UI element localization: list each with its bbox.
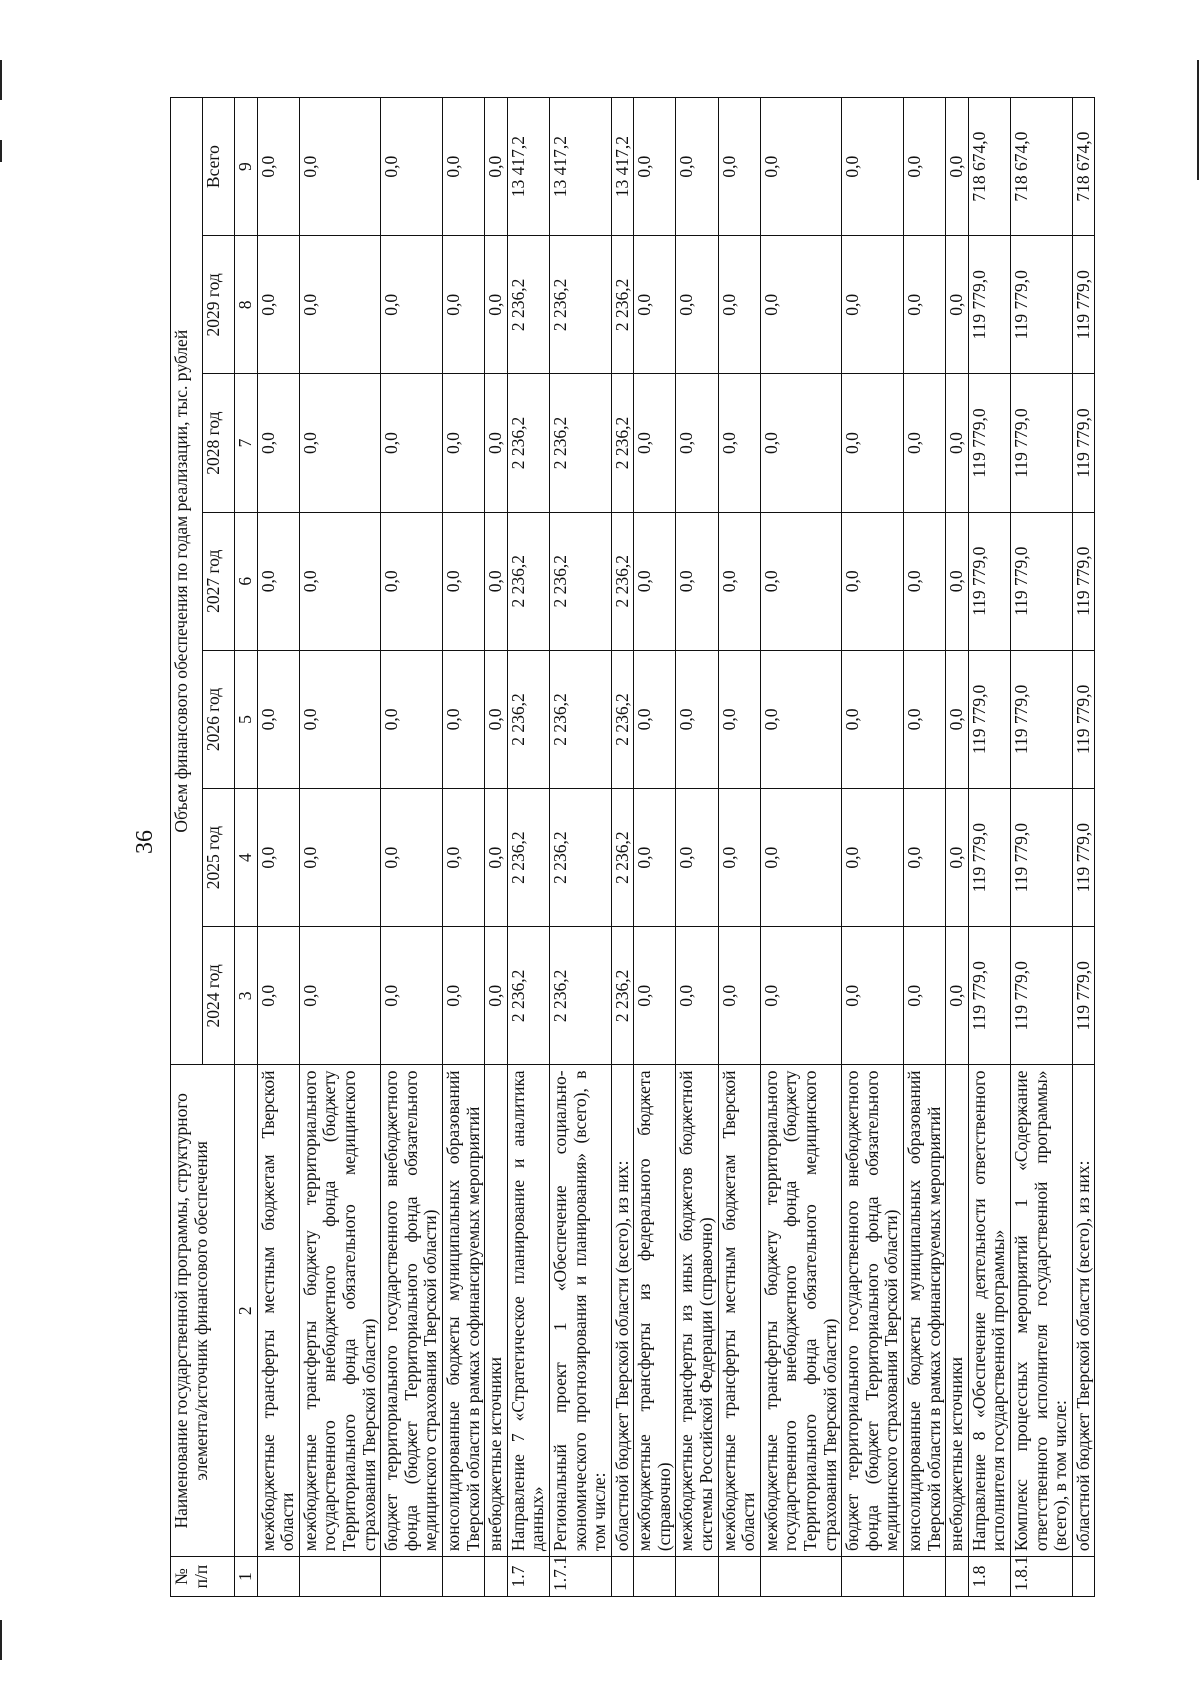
row-year-value: 0,0	[760, 927, 841, 1065]
row-year-value: 0,0	[904, 927, 946, 1065]
row-code	[634, 1557, 676, 1597]
table-row	[968, 98, 1010, 1597]
row-code	[842, 1557, 904, 1597]
row-year-value: 0,0	[381, 789, 443, 927]
row-code	[760, 1557, 841, 1597]
row-year-value: 119 779,0	[1010, 789, 1072, 927]
row-year-value: 0,0	[946, 927, 969, 1065]
row-year-value: 119 779,0	[1072, 927, 1095, 1065]
table-row	[760, 98, 841, 1597]
row-year-value: 119 779,0	[1010, 927, 1072, 1065]
page-number: 36	[132, 830, 158, 854]
row-year-value: 0,0	[299, 374, 380, 512]
row-name: Направление 8 «Обеспечение деятельности ответственного исполнителя государственной программы»	[968, 1065, 1010, 1557]
row-code: 1.7	[507, 1557, 549, 1597]
row-name: межбюджетные трансферты местным бюджетам Тверской области	[718, 1065, 760, 1557]
row-year-value: 2 236,2	[507, 927, 549, 1065]
header-year: 2026 год	[203, 650, 235, 788]
row-code	[611, 1557, 634, 1597]
row-year-value: 119 779,0	[1072, 650, 1095, 788]
row-total-value: 13 417,2	[507, 98, 549, 236]
row-year-value: 0,0	[485, 374, 508, 512]
row-year-value: 0,0	[299, 650, 380, 788]
row-total-value: 0,0	[634, 98, 676, 236]
row-year-value: 0,0	[718, 236, 760, 374]
row-name: внебюджетные источники	[485, 1065, 508, 1557]
table-row	[611, 98, 634, 1597]
column-number: 6	[235, 512, 258, 650]
row-name: областной бюджет Тверской области (всего), из них:	[1072, 1065, 1095, 1557]
row-year-value: 0,0	[299, 512, 380, 650]
table-row	[1072, 98, 1095, 1597]
row-year-value: 0,0	[442, 927, 484, 1065]
row-total-value: 0,0	[904, 98, 946, 236]
row-year-value: 0,0	[760, 512, 841, 650]
table-row	[676, 98, 718, 1597]
table-row	[442, 98, 484, 1597]
row-year-value: 119 779,0	[1010, 236, 1072, 374]
row-year-value: 0,0	[946, 512, 969, 650]
row-code	[946, 1557, 969, 1597]
row-name: межбюджетные трансферты местным бюджетам Тверской области	[257, 1065, 299, 1557]
row-year-value: 0,0	[842, 927, 904, 1065]
row-total-value: 0,0	[760, 98, 841, 236]
row-year-value: 0,0	[442, 650, 484, 788]
row-year-value: 0,0	[485, 512, 508, 650]
row-year-value: 0,0	[257, 650, 299, 788]
row-year-value: 0,0	[257, 374, 299, 512]
table-row	[1010, 98, 1072, 1597]
row-year-value: 0,0	[718, 374, 760, 512]
scan-edge-mark	[0, 60, 2, 100]
row-year-value: 2 236,2	[549, 927, 611, 1065]
row-year-value: 119 779,0	[968, 927, 1010, 1065]
row-total-value: 718 674,0	[1072, 98, 1095, 236]
row-year-value: 0,0	[299, 927, 380, 1065]
row-year-value: 0,0	[904, 650, 946, 788]
row-year-value: 0,0	[634, 236, 676, 374]
table-row	[904, 98, 946, 1597]
row-name: консолидированные бюджеты муниципальных образований Тверской области в рамках софинансируемых мероприятий	[442, 1065, 484, 1557]
row-year-value: 2 236,2	[611, 512, 634, 650]
row-name: Региональный проект 1 «Обеспечение социально-экономического прогнозирования и планирования» (всего), в том числе:	[549, 1065, 611, 1557]
row-year-value: 0,0	[299, 789, 380, 927]
row-total-value: 0,0	[946, 98, 969, 236]
table-row	[946, 98, 969, 1597]
table-row	[381, 98, 443, 1597]
row-year-value: 2 236,2	[611, 236, 634, 374]
row-year-value: 0,0	[634, 927, 676, 1065]
row-year-value: 0,0	[946, 236, 969, 374]
row-year-value: 0,0	[381, 236, 443, 374]
row-name: консолидированные бюджеты муниципальных образований Тверской области в рамках софинансируемых мероприятий	[904, 1065, 946, 1557]
row-year-value: 119 779,0	[1010, 512, 1072, 650]
header-total: Всего	[203, 98, 235, 236]
row-year-value: 0,0	[946, 789, 969, 927]
row-year-value: 0,0	[760, 236, 841, 374]
row-name: внебюджетные источники	[946, 1065, 969, 1557]
row-year-value: 0,0	[257, 236, 299, 374]
row-year-value: 0,0	[676, 236, 718, 374]
column-number: 8	[235, 236, 258, 374]
row-year-value: 0,0	[485, 789, 508, 927]
row-year-value: 0,0	[299, 236, 380, 374]
row-year-value: 119 779,0	[968, 789, 1010, 927]
row-year-value: 0,0	[676, 512, 718, 650]
row-year-value: 0,0	[718, 927, 760, 1065]
row-year-value: 2 236,2	[611, 927, 634, 1065]
row-code	[718, 1557, 760, 1597]
row-code	[299, 1557, 380, 1597]
row-total-value: 0,0	[718, 98, 760, 236]
row-year-value: 2 236,2	[611, 374, 634, 512]
row-year-value: 2 236,2	[549, 236, 611, 374]
row-year-value: 0,0	[634, 650, 676, 788]
column-number: 2	[235, 1065, 258, 1557]
table-row	[718, 98, 760, 1597]
row-year-value: 0,0	[904, 236, 946, 374]
row-code	[676, 1557, 718, 1597]
scan-edge-mark	[1197, 60, 1199, 180]
column-number: 9	[235, 98, 258, 236]
row-name: областной бюджет Тверской области (всего), из них:	[611, 1065, 634, 1557]
row-year-value: 0,0	[442, 512, 484, 650]
header-funding-volume: Объем финансового обеспечения по годам реализации, тыс. рублей	[171, 98, 203, 1065]
row-name: межбюджетные трансферты из иных бюджетов бюджетной системы Российской Федерации (справочно)	[676, 1065, 718, 1557]
row-year-value: 2 236,2	[507, 512, 549, 650]
row-year-value: 0,0	[904, 512, 946, 650]
row-name: Комплекс процессных мероприятий 1 «Содержание ответственного исполнителя государственной программы» (всего), в том числе:	[1010, 1065, 1072, 1557]
column-number: 7	[235, 374, 258, 512]
row-year-value: 0,0	[485, 236, 508, 374]
table-row	[634, 98, 676, 1597]
row-code	[1072, 1557, 1095, 1597]
row-total-value: 0,0	[676, 98, 718, 236]
row-total-value: 718 674,0	[968, 98, 1010, 236]
row-code	[442, 1557, 484, 1597]
row-year-value: 0,0	[257, 789, 299, 927]
row-code: 1.8.1	[1010, 1557, 1072, 1597]
row-year-value: 0,0	[946, 650, 969, 788]
row-year-value: 0,0	[485, 927, 508, 1065]
row-year-value: 0,0	[381, 927, 443, 1065]
row-year-value: 2 236,2	[549, 650, 611, 788]
row-year-value: 2 236,2	[549, 374, 611, 512]
row-year-value: 119 779,0	[1010, 650, 1072, 788]
row-year-value: 2 236,2	[507, 374, 549, 512]
row-year-value: 0,0	[760, 789, 841, 927]
row-year-value: 119 779,0	[968, 374, 1010, 512]
row-year-value: 0,0	[718, 650, 760, 788]
row-year-value: 0,0	[634, 789, 676, 927]
row-year-value: 0,0	[676, 927, 718, 1065]
row-year-value: 0,0	[257, 512, 299, 650]
row-name: бюджет территориального государственного внебюджетного фонда (бюджет Территориального фонда обязательного медицинского страхования Тверской области)	[381, 1065, 443, 1557]
row-year-value: 2 236,2	[507, 236, 549, 374]
row-year-value: 119 779,0	[968, 650, 1010, 788]
row-year-value: 0,0	[634, 512, 676, 650]
row-year-value: 119 779,0	[1072, 236, 1095, 374]
row-year-value: 2 236,2	[611, 789, 634, 927]
row-year-value: 0,0	[485, 650, 508, 788]
row-year-value: 0,0	[257, 927, 299, 1065]
row-year-value: 2 236,2	[507, 650, 549, 788]
row-year-value: 0,0	[760, 374, 841, 512]
row-year-value: 0,0	[442, 789, 484, 927]
header-year: 2027 год	[203, 512, 235, 650]
row-year-value: 2 236,2	[549, 789, 611, 927]
row-code	[485, 1557, 508, 1597]
row-year-value: 0,0	[946, 374, 969, 512]
scan-edge-mark	[0, 140, 2, 162]
row-total-value: 0,0	[381, 98, 443, 236]
row-year-value: 2 236,2	[611, 650, 634, 788]
row-year-value: 0,0	[442, 374, 484, 512]
row-year-value: 2 236,2	[549, 512, 611, 650]
row-year-value: 0,0	[718, 512, 760, 650]
row-total-value: 718 674,0	[1010, 98, 1072, 236]
row-year-value: 0,0	[904, 374, 946, 512]
row-year-value: 2 236,2	[507, 789, 549, 927]
table-row	[485, 98, 508, 1597]
row-year-value: 119 779,0	[968, 236, 1010, 374]
row-code: 1.8	[968, 1557, 1010, 1597]
row-total-value: 0,0	[257, 98, 299, 236]
row-year-value: 0,0	[676, 374, 718, 512]
header-year: 2028 год	[203, 374, 235, 512]
row-name: Направление 7 «Стратегическое планирование и аналитика данных»	[507, 1065, 549, 1557]
header-year: 2029 год	[203, 236, 235, 374]
row-year-value: 0,0	[381, 374, 443, 512]
row-code	[904, 1557, 946, 1597]
scan-edge-mark	[0, 1620, 2, 1660]
row-total-value: 0,0	[485, 98, 508, 236]
row-total-value: 13 417,2	[549, 98, 611, 236]
row-code: 1.7.1	[549, 1557, 611, 1597]
table-row	[299, 98, 380, 1597]
header-number: № п/п	[171, 1557, 235, 1597]
column-number: 1	[235, 1557, 258, 1597]
row-code	[381, 1557, 443, 1597]
row-name: межбюджетные трансферты из федерального бюджета (справочно)	[634, 1065, 676, 1557]
row-year-value: 119 779,0	[968, 512, 1010, 650]
row-year-value: 119 779,0	[1072, 374, 1095, 512]
table-row	[257, 98, 299, 1597]
row-year-value: 119 779,0	[1072, 512, 1095, 650]
row-year-value: 0,0	[718, 789, 760, 927]
row-year-value: 0,0	[676, 789, 718, 927]
row-total-value: 0,0	[299, 98, 380, 236]
table-row	[842, 98, 904, 1597]
row-year-value: 0,0	[381, 512, 443, 650]
table-row	[549, 98, 611, 1597]
row-code	[257, 1557, 299, 1597]
budget-table-container	[170, 97, 1095, 1597]
row-year-value: 119 779,0	[1010, 374, 1072, 512]
header-year: 2024 год	[203, 927, 235, 1065]
row-year-value: 0,0	[676, 650, 718, 788]
header-year: 2025 год	[203, 789, 235, 927]
row-year-value: 0,0	[904, 789, 946, 927]
budget-table	[170, 97, 1095, 1597]
row-year-value: 0,0	[842, 650, 904, 788]
row-name: межбюджетные трансферты бюджету территориального государственного внебюджетного фонда (бюджету Территориального фонда обязательного медицинского страхования Тверской области)	[760, 1065, 841, 1557]
row-name: межбюджетные трансферты бюджету территориального государственного внебюджетного фонда (бюджету Территориального фонда обязательного медицинского страхования Тверской области)	[299, 1065, 380, 1557]
header-program-name: Наименование государственной программы, структурного элемента/источник финансового обеспечения	[171, 1065, 235, 1557]
table-row	[507, 98, 549, 1597]
column-number: 4	[235, 789, 258, 927]
row-name: бюджет территориального государственного внебюджетного фонда (бюджет Территориального фонда обязательного медицинского страхования Тверской области)	[842, 1065, 904, 1557]
row-year-value: 0,0	[760, 650, 841, 788]
row-year-value: 119 779,0	[1072, 789, 1095, 927]
row-year-value: 0,0	[381, 650, 443, 788]
column-number: 5	[235, 650, 258, 788]
row-year-value: 0,0	[842, 374, 904, 512]
row-year-value: 0,0	[634, 374, 676, 512]
row-total-value: 0,0	[442, 98, 484, 236]
row-year-value: 0,0	[842, 789, 904, 927]
row-year-value: 0,0	[842, 236, 904, 374]
column-number: 3	[235, 927, 258, 1065]
row-year-value: 0,0	[442, 236, 484, 374]
row-year-value: 0,0	[842, 512, 904, 650]
row-total-value: 13 417,2	[611, 98, 634, 236]
row-total-value: 0,0	[842, 98, 904, 236]
